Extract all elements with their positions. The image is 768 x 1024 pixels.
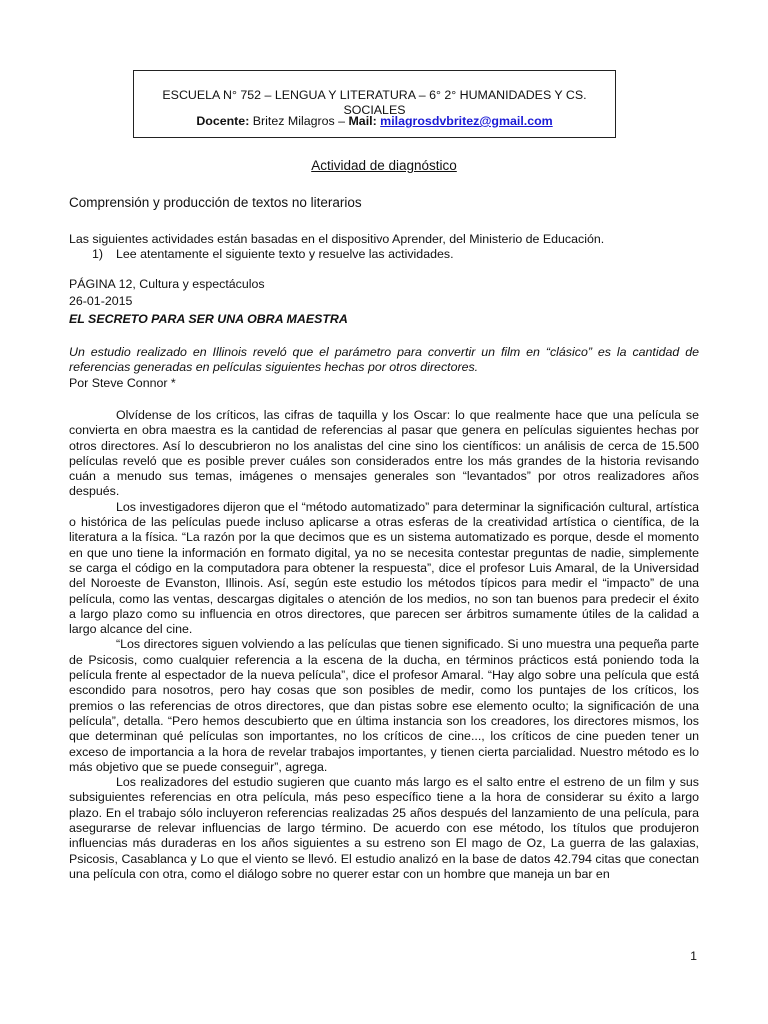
paragraph: “Los directores siguen volviendo a las películas que tienen significado. Si uno muestra una pequeña parte de Psicosis, como cualquier referencia a la escena de la ducha, en términos prácticos está poniendo toda la película frente al espectador de la nueva película”, dice el profesor Amaral. “Hay algo sobre una película que está escondido para nosotros, pero hay cosas que son posibles de medir, como los puntajes de los críticos, los premios o las referencias de otros directores, que dan pistas sobre ese elemento oculto; la significación de una película”, detalla. “Pero hemos descubierto que en última instancia son los creadores, los directores mismos, los que determinan qué películas son importantes, no los críticos de cine..., los críticos de cine pueden tener un exceso de importancia a la hora de revelar trabajos importantes, y tienen cierta parcialidad. Nuestro método es lo más objetivo que se puede conseguir”, agrega.: [69, 637, 699, 774]
article-date: 26-01-2015: [69, 294, 133, 308]
instruction-text: Lee atentamente el siguiente texto y resuelve las actividades.: [116, 247, 454, 261]
school-header-box: [133, 70, 616, 138]
mail-link[interactable]: milagrosdvbritez@gmail.com: [380, 114, 553, 128]
page-number: 1: [690, 949, 697, 963]
docente-name: Britez Milagros –: [249, 114, 349, 128]
activity-title: Actividad de diagnóstico: [311, 158, 457, 173]
school-name: ESCUELA N° 752 – LENGUA Y LITERATURA – 6° 2° HUMANIDADES Y CS. SOCIALES: [162, 88, 587, 118]
instruction-item: [92, 247, 454, 262]
paragraph: Los realizadores del estudio sugieren que cuanto más largo es el salto entre el estreno de un film y sus subsiguientes referencias en otra película, más peso específico tiene a la hora de considerar su éxito a largo plazo. En el trabajo sólo incluyeron referencias realizadas 25 años después del lanzamiento de una película, para asegurarse de relevar influencias de largo término. De acuerdo con ese método, los títulos que produjeron influencias más duraderas en los años siguientes a su estreno son El mago de Oz, La guerra de las galaxias, Psicosis, Casablanca y Lo que el viento se llevó. El estudio analizó en la base de datos 42.794 citas que conectan una película con otra, como el diálogo sobre no querer estar con un hombre que maneja un bar en: [69, 775, 699, 881]
article-lead: Un estudio realizado en Illinois reveló que el parámetro para convertir un film en “clásico” es la cantidad de referencias generadas en películas siguientes hechas por otros directores.: [69, 345, 699, 375]
article-title: EL SECRETO PARA SER UNA OBRA MAESTRA: [69, 312, 348, 326]
teacher-line: [134, 114, 615, 129]
section-subtitle: Comprensión y producción de textos no literarios: [69, 195, 362, 210]
paragraph: Olvídense de los críticos, las cifras de taquilla y los Oscar: lo que realmente hace que una película se convierta en obra maestra es la cantidad de referencias al pasar que genera en películas siguientes hechas por otros directores. Así lo descubrieron no los analistas del cine sino los científicos: un análisis de cerca de 15.500 películas reveló que es posible prever cuáles son considerados entre los más grandes de la historia revisando cuán a menudo sus temas, imágenes o mensajes generales son “levantados” por otros realizadores años después.: [69, 408, 699, 499]
article-byline: Por Steve Connor *: [69, 376, 176, 390]
docente-label: Docente:: [196, 114, 250, 128]
article-body: [69, 408, 699, 882]
mail-label: Mail:: [348, 114, 377, 128]
paragraph: Los investigadores dijeron que el “método automatizado” para determinar la significación cultural, artística o histórica de las películas puede incluso aplicarse a otras esferas de la creatividad artística o científica, de la literatura a la física. “La razón por la que decimos que es un sistema automatizado es porque, desde el momento en que uno tiene la información en formato digital, ya no se necesita contestar preguntas de nadie, simplemente se carga el código en la computadora para obtener la respuesta”, dice el profesor Luis Amaral, de la Universidad del Noroeste de Evanston, Illinois. Así, según este estudio los métodos típicos para medir el “impacto” de una película, como las ventas, descargas digitales o atención de los medios, no son tan buenos para predecir el éxito a largo plazo como su influencia en otros directores, que parecen ser árbitros sumamente útiles de la calidad a largo alcance del cine.: [69, 499, 699, 637]
intro-text: Las siguientes actividades están basadas en el dispositivo Aprender, del Ministerio de Educación.: [69, 232, 605, 246]
article-section: PÁGINA 12, Cultura y espectáculos: [69, 277, 265, 291]
instruction-number: 1): [92, 247, 104, 261]
